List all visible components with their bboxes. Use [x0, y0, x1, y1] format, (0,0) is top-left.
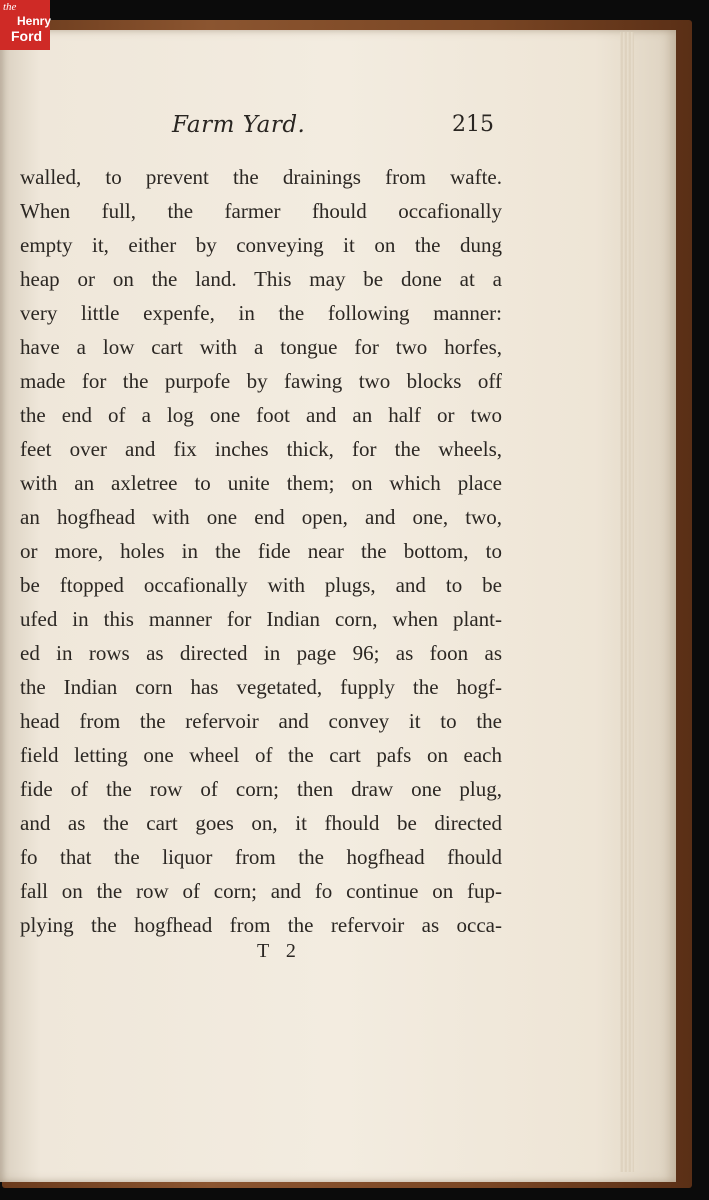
text-line: empty it, either by conveying it on the dung	[20, 233, 502, 257]
text-line: fo that the liquor from the hogfhead fhould	[20, 845, 502, 869]
logo-the-text: the	[3, 1, 17, 13]
logo-ford-text: Ford	[11, 28, 43, 44]
page-number: 215	[452, 112, 494, 137]
text-line: feet over and fix inches thick, for the wheels,	[20, 437, 502, 461]
text-line: head from the refervoir and convey it to the	[20, 709, 502, 733]
text-line: the end of a log one foot and an half or two	[20, 403, 502, 427]
logo-henry-text: Henry	[17, 14, 52, 28]
text-line: fall on the row of corn; and fo continue on fup-	[20, 879, 502, 903]
running-head-title: Farm Yard.	[172, 112, 306, 138]
text-line: with an axletree to unite them; on which place	[20, 471, 502, 495]
text-line: or more, holes in the fide near the bottom, to	[20, 539, 502, 563]
henry-ford-logo	[0, 0, 50, 50]
text-line: the Indian corn has vegetated, fupply the hogf-	[20, 675, 502, 699]
text-line: heap or on the land. This may be done at a	[20, 267, 502, 291]
text-line: be ftopped occafionally with plugs, and to be	[20, 573, 502, 597]
text-line: an hogfhead with one end open, and one, two,	[20, 505, 502, 529]
text-line: ed in rows as directed in page 96; as foon as	[20, 641, 502, 665]
text-line: ufed in this manner for Indian corn, when plant-	[20, 607, 502, 631]
text-line: When full, the farmer fhould occafionally	[20, 199, 502, 223]
page-edge	[620, 32, 634, 1172]
running-head	[0, 112, 709, 142]
text-line: very little expenfe, in the following manner:	[20, 301, 502, 325]
text-line: have a low cart with a tongue for two horfes,	[20, 335, 502, 359]
text-line: field letting one wheel of the cart pafs on each	[20, 743, 502, 767]
body-text	[20, 160, 502, 942]
text-line: walled, to prevent the drainings from wafte.	[20, 165, 502, 189]
text-line: and as the cart goes on, it fhould be directed	[20, 811, 502, 835]
signature-mark: T 2	[257, 940, 302, 962]
text-line: made for the purpofe by fawing two blocks off	[20, 369, 502, 393]
text-line: plying the hogfhead from the refervoir as occa-	[20, 913, 502, 937]
text-line: fide of the row of corn; then draw one plug,	[20, 777, 502, 801]
